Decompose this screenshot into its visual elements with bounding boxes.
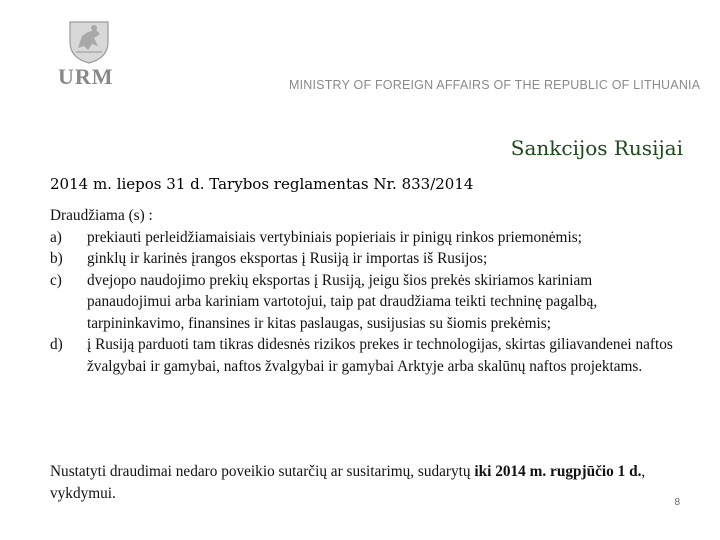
- note-paragraph: [50, 461, 650, 505]
- list-item: [50, 248, 680, 270]
- item-letter: a): [50, 228, 62, 246]
- note-date: iki 2014 m. rugpjūčio 1 d.: [474, 463, 642, 480]
- page-number: 8: [674, 497, 680, 508]
- prohibitions-list: [50, 205, 680, 377]
- item-text: ginklų ir karinės įrangos eksportas į Rusiją ir importas iš Rusijos;: [87, 250, 488, 267]
- note-text-before: Nustatyti draudimai nedaro poveikio sutarčių ar susitarimų, sudarytų: [50, 463, 475, 480]
- item-text: į Rusiją parduoti tam tikras didesnės rizikos prekes ir technologijas, skirtas giliavandenei naftos žvalgybai ir gamybai, naftos žvalgybai ir gamybai Arktyje arba skalūnų naftos projektams.: [87, 336, 673, 375]
- note-text-after: , vykdymui.: [50, 463, 646, 502]
- list-intro: Draudžiama (s) :: [50, 207, 153, 224]
- item-letter: c): [50, 271, 62, 289]
- logo-text: URM: [58, 64, 114, 89]
- list-item: [50, 270, 680, 335]
- ministry-name: MINISTRY OF FOREIGN AFFAIRS OF THE REPUBLIC OF LITHUANIA: [289, 78, 701, 92]
- item-letter: b): [50, 250, 63, 267]
- regulation-heading: 2014 m. liepos 31 d. Tarybos reglamentas Nr. 833/2014: [50, 175, 474, 193]
- item-text: prekiauti perleidžiamaisiais vertybiniais popieriais ir pinigų rinkos priemonėmis;: [87, 228, 582, 246]
- item-letter: d): [50, 336, 63, 353]
- item-text: dvejopo naudojimo prekių eksportas į Rusiją, jeigu šios prekės skiriamos kariniam panaudojimui arba kariniam vartotojui, taip pat draudžiama teikti techninę pagalbą, tarpininkavimo, finansines ir kitas paslaugas, susijusias su šiomis prekėmis;: [87, 271, 598, 332]
- list-item: [50, 227, 680, 249]
- list-item: [50, 334, 680, 377]
- slide-title: Sankcijos Rusijai: [510, 136, 683, 160]
